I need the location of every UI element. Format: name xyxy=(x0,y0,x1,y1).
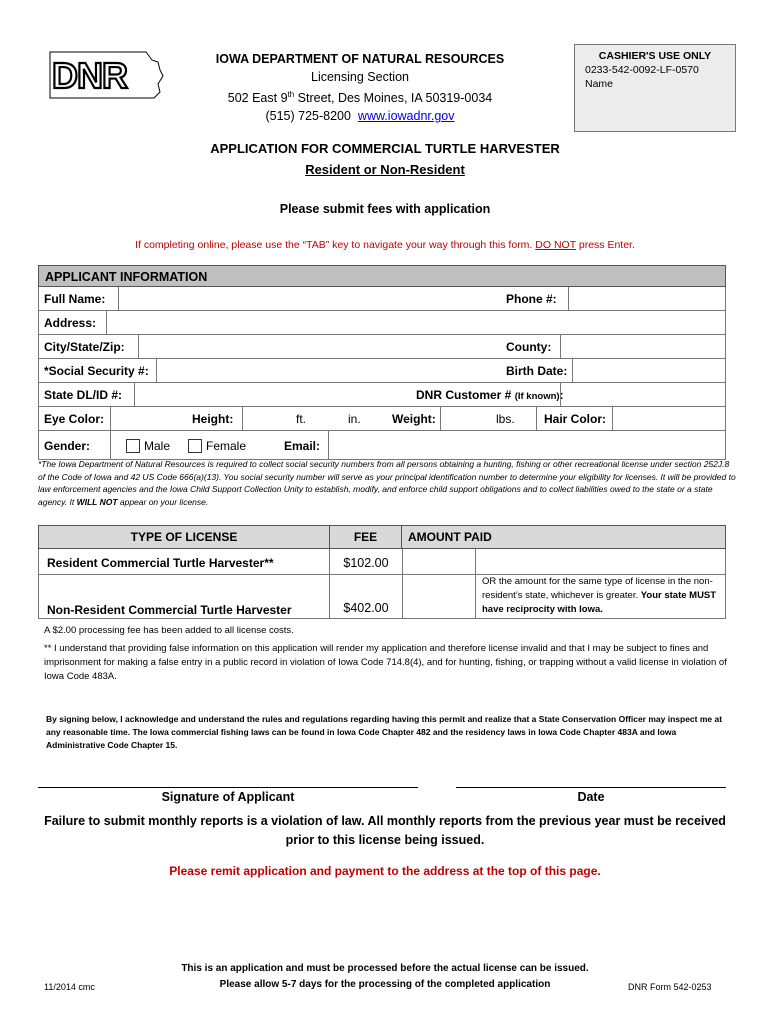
birth-date-input[interactable] xyxy=(572,359,726,382)
row-physical xyxy=(38,407,726,431)
footer-date-code: 11/2014 cmc xyxy=(44,982,95,992)
cashier-title: CASHIER'S USE ONLY xyxy=(598,50,712,62)
female-label: Female xyxy=(206,439,247,453)
height-ft-unit: ft. xyxy=(296,412,307,426)
height-in-unit: in. xyxy=(348,412,361,426)
false-info-statement: ** I understand that providing false information on this application will render my application and therefore license invalid and that I may be subject to fines and imprisonment for making a false entry in a public record in violation of Iowa Code 714.8(4), and for hunting, fishing, or trapping without a valid license in violation of Iowa Code 483A. xyxy=(44,643,727,682)
state-dl-label: State DL/ID #: xyxy=(44,388,123,402)
dnr-logo xyxy=(42,48,168,102)
height-input[interactable] xyxy=(242,407,388,430)
date-label: Date xyxy=(577,790,605,804)
agency-block xyxy=(200,50,520,125)
remit-instructions: Please remit application and payment to the address at the top of this page. xyxy=(169,864,601,878)
agency-contact: (515) 725-8200 www.iowadnr.gov xyxy=(265,109,455,124)
full-name-input[interactable] xyxy=(118,287,504,310)
cashier-name: Name xyxy=(585,78,614,90)
amount-paid-nonresident-input[interactable] xyxy=(402,575,476,619)
amount-paid-resident-input[interactable] xyxy=(402,549,476,575)
ssn-footnote: *The Iowa Department of Natural Resources is required to collect social security numbers from all persons obtaining a hunting, fishing or other recreational license under section 252J.8 of the Code of Iowa and 42 US Code 666(a)(13). You social security number will serve as your principal identification number to determine your eligibility for licenses. It will be provided to law enforcement agencies and the Iowa Child Support Collection Unity to establish, modify, and enforce child support obligations and to collect liabilities owed to the state or a state agency. It WILL NOT appear on your license. xyxy=(38,459,736,507)
male-label: Male xyxy=(144,439,171,453)
website-link[interactable]: www.iowadnr.gov xyxy=(357,109,455,124)
form-subtitle: Resident or Non-Resident xyxy=(305,162,465,177)
county-input[interactable] xyxy=(560,335,726,358)
hair-color-input[interactable] xyxy=(612,407,726,430)
hair-color-label: Hair Color: xyxy=(544,412,607,426)
state-dl-input[interactable] xyxy=(134,383,406,406)
footer-line2: Please allow 5-7 days for the processing of the completed application xyxy=(219,979,551,990)
dnr-customer-label: DNR Customer # (If known): xyxy=(416,388,564,402)
row-ssn-birth xyxy=(38,359,726,383)
row-gender-email xyxy=(38,431,726,460)
height-label: Height: xyxy=(192,412,234,426)
row-name-phone xyxy=(38,287,726,311)
applicant-section-heading: APPLICANT INFORMATION xyxy=(38,265,726,287)
signing-statement: By signing below, I acknowledge and understand the rules and regulations regarding having this permit and realize that a State Conservation Officer may inspect me at any reasonable time. The Iowa commercial fishing laws can be found in Iowa Code Chapter 482 and the residency laws in Iowa Code Chapter 483A and Iowa Administrative Code Chapter 15. xyxy=(46,714,723,750)
license-fee-nonresident: $402.00 xyxy=(330,575,402,619)
fees-note: Please submit fees with application xyxy=(279,202,491,216)
city-label: City/State/Zip: xyxy=(44,340,125,354)
license-type-nonresident: Non-Resident Commercial Turtle Harvester xyxy=(38,575,330,619)
county-label: County: xyxy=(506,340,552,354)
email-label: Email: xyxy=(284,439,321,453)
date-line[interactable] xyxy=(456,787,726,788)
weight-input[interactable] xyxy=(440,407,536,430)
nonresident-note: OR the amount for the same type of license in the non-resident’s state, whichever is greater. Your state MUST have reciprocity with Iowa. xyxy=(476,575,726,619)
email-input[interactable] xyxy=(328,431,726,459)
section-name: Licensing Section xyxy=(311,70,409,84)
eye-color-input[interactable] xyxy=(110,407,178,430)
row-dl-customer xyxy=(38,383,726,407)
online-instructions: If completing online, please use the “TAB” key to navigate your way through this form. DO NOT press Enter. xyxy=(135,239,635,251)
birth-date-label: Birth Date: xyxy=(506,364,568,378)
full-name-label: Full Name: xyxy=(44,292,106,306)
logo-text: DNR xyxy=(52,55,127,96)
phone-label: Phone #: xyxy=(506,292,557,306)
cashier-code: 0233-542-0092-LF-0570 xyxy=(585,64,699,76)
eye-color-label: Eye Color: xyxy=(44,412,105,426)
row-address xyxy=(38,311,726,335)
footer-line1: This is an application and must be processed before the actual license can be issued. xyxy=(181,963,589,974)
failure-warning: Failure to submit monthly reports is a violation of law. All monthly reports from the previous year must be received prior to this license being issued. xyxy=(44,814,726,847)
signature-line[interactable] xyxy=(38,787,418,788)
dnr-customer-input[interactable] xyxy=(560,383,726,406)
phone-input[interactable] xyxy=(568,287,726,310)
weight-lbs-unit: lbs. xyxy=(496,412,515,426)
address-input[interactable] xyxy=(106,311,726,334)
signature-label: Signature of Applicant xyxy=(161,790,295,804)
footer-form-number: DNR Form 542-0253 xyxy=(628,982,712,992)
weight-label: Weight: xyxy=(392,412,436,426)
agency-address: 502 East 9th Street, Des Moines, IA 50319-0034 xyxy=(227,90,493,106)
license-fee-resident: $102.00 xyxy=(330,549,402,575)
ssn-input[interactable] xyxy=(156,359,500,382)
ssn-label: *Social Security #: xyxy=(44,364,149,378)
form-title: APPLICATION FOR COMMERCIAL TURTLE HARVESTER xyxy=(210,141,560,156)
cashier-box xyxy=(574,44,736,132)
agency-name: IOWA DEPARTMENT OF NATURAL RESOURCES xyxy=(215,52,505,66)
female-checkbox[interactable] xyxy=(188,439,202,453)
processing-fee-note: A $2.00 processing fee has been added to all license costs. xyxy=(44,625,294,636)
city-input[interactable] xyxy=(138,335,500,358)
col-type-header: TYPE OF LICENSE xyxy=(38,525,330,549)
male-checkbox[interactable] xyxy=(126,439,140,453)
address-label: Address: xyxy=(44,316,97,330)
license-type-resident: Resident Commercial Turtle Harvester** xyxy=(38,549,330,575)
col-fee-header: FEE xyxy=(330,525,402,549)
gender-label: Gender: xyxy=(44,439,91,453)
row-city-county xyxy=(38,335,726,359)
col-paid-header: AMOUNT PAID xyxy=(402,525,726,549)
